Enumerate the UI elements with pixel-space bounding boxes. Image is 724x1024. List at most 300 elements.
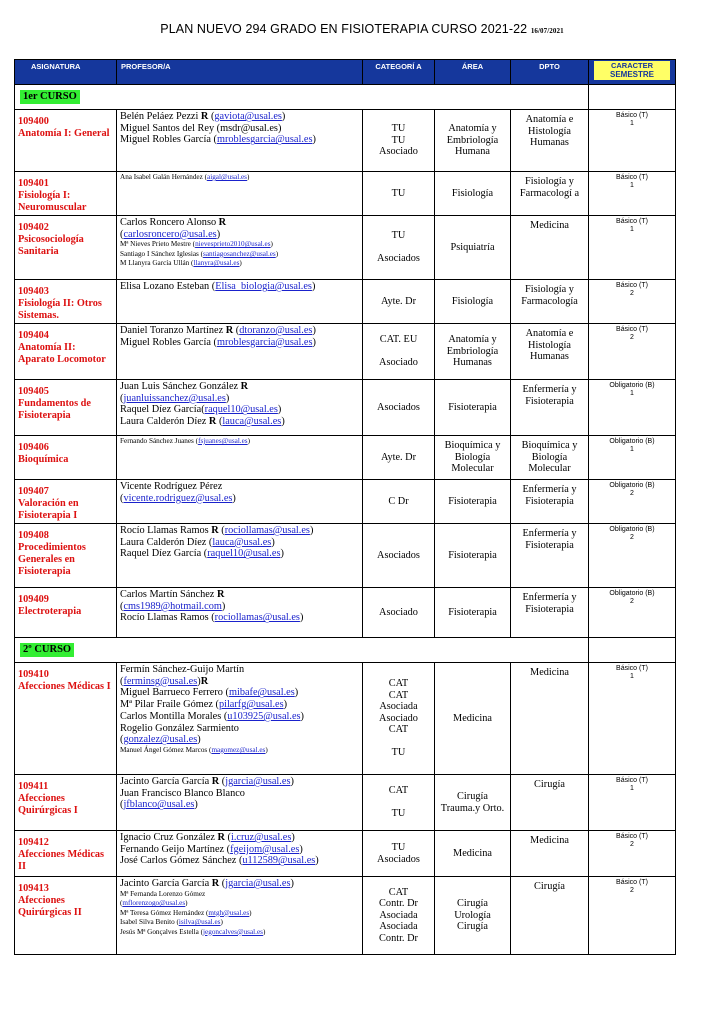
professor-name: Carlos Martín Sánchez	[120, 589, 217, 600]
category-cell	[363, 216, 435, 280]
category-cell	[363, 172, 435, 216]
character-type: Básico (T)	[616, 665, 648, 672]
course-empty-cell	[589, 638, 676, 663]
category-line: TU	[391, 230, 406, 242]
professor-line: Miguel Robles García (mroblesgarcia@usal.es)	[120, 134, 316, 146]
professor-name: Isabel Silva Benito	[120, 918, 177, 927]
professors-cell	[117, 877, 363, 955]
subject-name: Bioquímica	[18, 454, 69, 465]
category-line: Asociado	[379, 146, 418, 158]
category-line: Ayte. Dr	[380, 295, 417, 307]
department-cell: Anatomía e Histología Humanas	[511, 324, 589, 380]
character-type: Obligatorio (B)	[609, 438, 655, 445]
subject-cell	[15, 775, 117, 831]
professor-line: Vicente Rodríguez Pérez (vicente.rodriguez@usal.es)	[120, 481, 236, 504]
character-type: Básico (T)	[616, 282, 648, 289]
table-row	[15, 588, 676, 638]
professor-line: Mª Nieves Prieto Mestre (nievesprieto2010@usal.es)	[120, 240, 273, 249]
professor-name: Miguel Santos del Rey	[120, 122, 217, 134]
subject-code: 109405	[18, 386, 49, 397]
email-link[interactable]: u103925@usal.es	[227, 710, 301, 722]
email-link[interactable]: mibafe@usal.es	[228, 687, 295, 699]
professor-name: Vicente Rodríguez Pérez	[120, 481, 223, 492]
table-row	[15, 216, 676, 280]
category-line: Contr. Dr	[379, 932, 418, 944]
professor-name: Rogelio González Sarmiento	[120, 722, 239, 734]
character-type: Básico (T)	[616, 777, 648, 784]
subject-name: Fisiología I: Neuromuscular	[18, 190, 87, 213]
professor-name: Raquel Díez García	[120, 548, 204, 560]
email-link[interactable]: Elisa_biologia@usal.es	[215, 281, 312, 292]
category-line: CAT	[388, 724, 409, 736]
subject-code: 109408	[18, 530, 49, 541]
course-row-first	[15, 85, 676, 110]
department-cell: Cirugía	[511, 877, 589, 955]
semester-number: 2	[630, 841, 634, 849]
category-line	[366, 736, 431, 748]
professor-name: Mª Nieves Prieto Mestre	[120, 240, 193, 249]
semester-number: 1	[630, 390, 634, 398]
email-link[interactable]: lauca@usal.es	[212, 536, 272, 548]
email-link[interactable]: gaviota@usal.es	[214, 111, 282, 122]
professors-cell	[117, 110, 363, 172]
professor-name: Miguel Robles García	[120, 134, 214, 146]
department-cell: Anatomía e Histología Humanas	[511, 110, 589, 172]
email-link[interactable]: jegoncalves@usal.es	[203, 927, 263, 936]
category-cell	[363, 877, 435, 955]
course-cell	[15, 638, 589, 663]
area-cell: Anatomía y Embriología Humana	[435, 110, 511, 172]
category-line: Asociada	[379, 921, 418, 933]
professors-cell	[117, 280, 363, 324]
professor-name: Daniel Toranzo Martínez	[120, 325, 226, 336]
subject-code: 109400	[18, 116, 49, 127]
responsible-mark: R	[200, 675, 209, 687]
category-line: TU	[391, 134, 406, 146]
character-type: Obligatorio (B)	[609, 590, 655, 597]
category-line: Asociados	[377, 253, 420, 265]
area-cell: Fisiología	[435, 280, 511, 324]
department-cell: Medicina	[511, 831, 589, 877]
category-line	[366, 242, 431, 254]
email-link[interactable]: rociollamas@usal.es	[224, 525, 310, 536]
subject-name: Afecciones Quirúrgicas I	[18, 793, 78, 816]
department-cell: Medicina	[511, 216, 589, 280]
character-cell	[589, 831, 676, 877]
category-cell	[363, 110, 435, 172]
professor-line: Fernando Geijo Martínez (fgeijom@usal.es)	[120, 843, 303, 855]
category-cell	[363, 480, 435, 524]
category-cell	[363, 524, 435, 588]
semester-number: 1	[630, 785, 634, 793]
department-cell: Fisiología y Farmacología	[511, 280, 589, 324]
category-line: Asociados	[377, 549, 420, 561]
professors-cell	[117, 324, 363, 380]
area-cell: Medicina	[435, 831, 511, 877]
email-link[interactable]: dtoranzo@usal.es	[239, 325, 313, 336]
department-cell: Bioquímica y Biología Molecular	[511, 436, 589, 480]
table-body	[15, 85, 676, 955]
table-row	[15, 110, 676, 172]
email-link[interactable]: raquel10@usal.es	[204, 404, 278, 416]
responsible-mark: R	[225, 325, 234, 336]
professor-name: José Carlos Gómez Sánchez	[120, 855, 239, 867]
semester-number: 1	[630, 226, 634, 234]
subject-cell	[15, 436, 117, 480]
character-type: Obligatorio (B)	[609, 526, 655, 533]
subject-cell	[15, 480, 117, 524]
email-link[interactable]: jgarcia@usal.es	[225, 878, 291, 889]
email-link[interactable]: raquel10@usal.es	[207, 548, 281, 560]
email-link[interactable]: aigal@usal.es	[207, 173, 247, 181]
email-link[interactable]: cms1989@hotmail.com	[123, 600, 222, 612]
subject-code: 109413	[18, 883, 49, 894]
department-cell: Enfermería y Fisioterapia	[511, 380, 589, 436]
subject-name: Afecciones Quirúrgicas II	[18, 895, 82, 918]
email-link[interactable]: rociollamas@usal.es	[214, 612, 300, 624]
department-cell: Enfermería y Fisioterapia	[511, 588, 589, 638]
subject-code: 109406	[18, 442, 49, 453]
email-link[interactable]: llanyra@usal.es	[193, 259, 240, 268]
professors-cell	[117, 172, 363, 216]
category-line: Asociado	[379, 712, 418, 724]
semester-number: 2	[630, 598, 634, 606]
character-type: Obligatorio (B)	[609, 382, 655, 389]
header-profesor: PROFESOR/A	[117, 60, 363, 85]
email-link[interactable]: mflorenzogo@usal.es	[122, 899, 186, 908]
professors-cell	[117, 588, 363, 638]
subject-code: 109412	[18, 837, 49, 848]
category-line: CAT	[388, 689, 409, 701]
category-line: TU	[391, 808, 406, 820]
subject-code: 109410	[18, 669, 49, 680]
email-link[interactable]: isilva@usal.es	[178, 918, 221, 927]
email-link[interactable]: magomez@usal.es	[211, 745, 266, 754]
table-row	[15, 877, 676, 955]
semester-number: 2	[630, 334, 634, 342]
department-cell: Medicina	[511, 663, 589, 775]
professor-name: Fernando Sánchez Juanes	[120, 437, 196, 445]
professor-line: Isabel Silva Benito (isilva@usal.es)	[120, 918, 223, 927]
category-line: Ayte. Dr	[380, 451, 417, 463]
professor-line: Fernando Sánchez Juanes (fsjuanes@usal.es)	[120, 437, 251, 445]
department-cell: Enfermería y Fisioterapia	[511, 524, 589, 588]
category-line: Asociado	[379, 357, 418, 369]
subject-cell	[15, 877, 117, 955]
character-cell	[589, 380, 676, 436]
responsible-mark: R	[208, 416, 217, 428]
header-caracter: CARACTER	[594, 61, 670, 70]
subject-name: Fisiología II: Otros Sistemas.	[18, 298, 102, 321]
area-cell: Cirugía Urología Cirugía	[435, 877, 511, 955]
professor-line: José Carlos Gómez Sánchez (u112589@usal.es)	[120, 855, 319, 867]
area-cell: Psiquiatría	[435, 216, 511, 280]
subject-name: Fundamentos de Fisioterapia	[18, 398, 91, 421]
category-cell	[363, 280, 435, 324]
semester-number: 1	[630, 446, 634, 454]
responsible-mark: R	[211, 776, 220, 787]
subjects-table	[14, 59, 676, 955]
email-link[interactable]: fsjuanes@usal.es	[198, 437, 248, 445]
professor-name: M Llanyra García Ullán	[120, 259, 192, 268]
professor-line: Juan Francisco Blanco Blanco (jfblanco@usal.es)	[120, 787, 245, 811]
category-line: Asociada	[379, 701, 418, 713]
professor-line: Ignacio Cruz González R (i.cruz@usal.es)	[120, 832, 295, 843]
character-cell	[589, 216, 676, 280]
email-link[interactable]: i.cruz@usal.es	[230, 832, 292, 843]
email-link[interactable]: fgeijom@usal.es	[230, 843, 300, 855]
email-link[interactable]: pilarfg@usal.es	[218, 699, 284, 711]
header-dpto: DPTO	[511, 60, 589, 85]
subject-code: 109404	[18, 330, 49, 341]
semester-number: 2	[630, 290, 634, 298]
header-row	[15, 60, 676, 85]
category-cell	[363, 436, 435, 480]
professor-name: Juan Luis Sánchez González	[120, 381, 241, 392]
category-cell	[363, 775, 435, 831]
email-link[interactable]: u112589@usal.es	[242, 855, 316, 867]
character-cell	[589, 588, 676, 638]
character-type: Básico (T)	[616, 879, 648, 886]
category-cell	[363, 663, 435, 775]
professor-line: Daniel Toranzo Martínez R (dtoranzo@usal.es)	[120, 325, 316, 336]
department-cell: Enfermería y Fisioterapia	[511, 480, 589, 524]
subject-cell	[15, 588, 117, 638]
character-cell	[589, 280, 676, 324]
category-line: C Dr	[388, 495, 409, 507]
subject-code: 109407	[18, 486, 49, 497]
subject-code: 109411	[18, 781, 49, 792]
document-title	[0, 22, 724, 36]
professor-name: Rocío Llamas Ramos	[120, 525, 212, 536]
professor-line: Rocío Llamas Ramos (rociollamas@usal.es)	[120, 612, 304, 624]
professor-name: Juan Francisco Blanco Blanco	[120, 787, 245, 799]
subject-name: Afecciones Médicas I	[18, 681, 111, 692]
subject-name: Valoración en Fisioterapia I	[18, 498, 79, 521]
table-row	[15, 280, 676, 324]
area-cell: Cirugía Trauma.y Orto.	[435, 775, 511, 831]
professors-cell	[117, 216, 363, 280]
area-cell: Bioquímica y Biología Molecular	[435, 436, 511, 480]
subject-cell	[15, 110, 117, 172]
table-row	[15, 436, 676, 480]
responsible-mark: R	[211, 878, 220, 889]
professor-name: Ana Isabel Galán Hernández	[120, 173, 205, 181]
email-link[interactable]: msdr@usal.es	[220, 122, 278, 134]
category-cell	[363, 831, 435, 877]
area-cell: Fisioterapia	[435, 480, 511, 524]
professor-name: Santiago I Sánchez Iglesias	[120, 249, 201, 258]
professor-name: Rocío Llamas Ramos	[120, 612, 212, 624]
responsible-mark: R	[200, 111, 209, 122]
email-link[interactable]: lauca@usal.es	[222, 416, 282, 428]
area-cell: Medicina	[435, 663, 511, 775]
subject-cell	[15, 524, 117, 588]
professor-name: Laura Calderón Díez	[120, 416, 209, 428]
professor-line: Mª Teresa Gómez Hernández (mtgh@usal.es)	[120, 908, 252, 917]
table-row	[15, 831, 676, 877]
semester-number: 2	[630, 534, 634, 542]
subject-name: Psicosociología Sanitaria	[18, 234, 84, 257]
professor-line: Carlos Montilla Morales (u103925@usal.es)	[120, 710, 304, 722]
subject-cell	[15, 380, 117, 436]
professor-line: Ana Isabel Galán Hernández (aigal@usal.es)	[120, 173, 250, 181]
subject-name: Procedimientos Generales en Fisioterapia	[18, 542, 86, 577]
category-line: Asociados	[377, 853, 420, 865]
email-link[interactable]: mroblesgarcia@usal.es	[216, 336, 313, 348]
table-row	[15, 663, 676, 775]
header-categoria: CATEGORÍ A	[363, 60, 435, 85]
category-line: TU	[391, 187, 406, 199]
title-date: 16/07/2021	[530, 27, 564, 35]
professor-name: Belén Peláez Pezzi	[120, 111, 201, 122]
professor-name: Raquel Díez García	[120, 404, 202, 416]
responsible-mark: R	[217, 832, 225, 843]
professors-cell	[117, 380, 363, 436]
professor-name: Ignacio Cruz González	[120, 832, 218, 843]
subject-name: Anatomía I: General	[18, 128, 110, 139]
professors-cell	[117, 524, 363, 588]
semester-number: 2	[630, 490, 634, 498]
professor-name: Elisa Lozano Esteban	[120, 281, 212, 292]
email-link[interactable]: ferminsg@usal.es	[123, 675, 198, 687]
professors-cell	[117, 775, 363, 831]
category-line: Asociados	[377, 401, 420, 413]
table-row	[15, 380, 676, 436]
character-cell	[589, 324, 676, 380]
professor-line: Rocío Llamas Ramos R (rociollamas@usal.es)	[120, 525, 314, 536]
course-cell	[15, 85, 589, 110]
character-type: Básico (T)	[616, 833, 648, 840]
professor-name: Laura Calderón Díez	[120, 536, 209, 548]
header-asignatura: ASIGNATURA	[15, 60, 117, 85]
professor-line: Jacinto García García R (jgarcia@usal.es)	[120, 878, 294, 889]
email-link[interactable]: carlosroncero@usal.es	[123, 228, 217, 240]
responsible-mark: R	[216, 589, 225, 600]
semester-number: 1	[630, 182, 634, 190]
professor-name: Fermín Sánchez-Guijo Martín	[120, 664, 245, 675]
professor-name: Miguel Barrueco Ferrero	[120, 687, 226, 699]
email-link[interactable]: jfblanco@usal.es	[123, 799, 195, 811]
professor-line: Mª Pilar Fraile Gómez (pilarfg@usal.es)	[120, 699, 288, 711]
course-label: 1er CURSO	[20, 90, 80, 104]
semester-number: 1	[630, 673, 634, 681]
table-row	[15, 324, 676, 380]
category-line: TU	[391, 841, 406, 853]
professor-line: Miguel Robles García (mroblesgarcia@usal.es)	[120, 336, 316, 348]
email-link[interactable]: jgarcia@usal.es	[225, 776, 291, 787]
subject-name: Electroterapia	[18, 606, 82, 617]
category-line	[366, 797, 431, 809]
header-semestre: SEMESTRE	[594, 70, 670, 80]
professor-line: Miguel Barrueco Ferrero (mibafe@usal.es)	[120, 687, 299, 699]
professor-name: Jacinto García García	[120, 878, 212, 889]
character-cell	[589, 172, 676, 216]
professor-line: Laura Calderón Díez R (lauca@usal.es)	[120, 416, 285, 428]
character-type: Básico (T)	[616, 112, 648, 119]
category-cell	[363, 324, 435, 380]
subject-cell	[15, 663, 117, 775]
professor-line: Carlos Martín Sánchez R (cms1989@hotmail.com)	[120, 589, 226, 612]
area-cell: Fisioterapia	[435, 380, 511, 436]
email-link[interactable]: santiagosanchez@usal.es	[203, 249, 276, 258]
responsible-mark: R	[218, 217, 227, 228]
professor-line: Laura Calderón Díez (lauca@usal.es)	[120, 536, 275, 548]
email-link[interactable]: nievesprieto2010@usal.es	[195, 240, 271, 249]
professor-line: Juan Luis Sánchez González R (juanluissanchez@usal.es)	[120, 381, 249, 404]
professor-line: Santiago I Sánchez Iglesias (santiagosanchez@usal.es)	[120, 249, 279, 258]
character-type: Básico (T)	[616, 218, 648, 225]
category-line: CAT	[388, 886, 409, 898]
professor-line: Raquel Díez García (raquel10@usal.es)	[120, 548, 284, 560]
category-line: TU	[391, 747, 406, 759]
subject-name: Anatomía II: Aparato Locomotor	[18, 342, 106, 365]
character-cell	[589, 436, 676, 480]
course-label: 2º CURSO	[20, 643, 74, 657]
professor-line: Manuel Ángel Gómez Marcos (magomez@usal.es)	[120, 745, 268, 754]
professor-name: Jesús Mª Gonçalves Estella	[120, 927, 201, 936]
professor-line: Jacinto García García R (jgarcia@usal.es)	[120, 776, 294, 787]
professor-name: Jacinto García García	[120, 776, 212, 787]
category-cell	[363, 588, 435, 638]
department-cell: Cirugía	[511, 775, 589, 831]
subject-cell	[15, 172, 117, 216]
professor-line: Jesús Mª Gonçalves Estella (jegoncalves@usal.es)	[120, 927, 266, 936]
professor-name: Mª Pilar Fraile Gómez	[120, 699, 216, 711]
email-link[interactable]: juanluissanchez@usal.es	[123, 392, 226, 404]
table-row	[15, 172, 676, 216]
character-cell	[589, 110, 676, 172]
category-line	[366, 346, 431, 358]
character-type: Básico (T)	[616, 326, 648, 333]
category-line: Asociado	[379, 606, 418, 618]
area-cell: Fisioterapia	[435, 588, 511, 638]
professor-name: Mª Fernanda Lorenzo Gómez	[120, 889, 206, 898]
character-cell	[589, 877, 676, 955]
table-row	[15, 524, 676, 588]
character-cell	[589, 524, 676, 588]
course-row-second	[15, 638, 676, 663]
header-caracter-semestre	[589, 60, 676, 85]
subject-cell	[15, 831, 117, 877]
professor-name: Miguel Robles García	[120, 336, 214, 348]
category-line: CAT. EU	[379, 334, 418, 346]
character-cell	[589, 775, 676, 831]
subject-code: 109409	[18, 594, 49, 605]
professor-name: Fernando Geijo Martínez	[120, 843, 227, 855]
table-row	[15, 480, 676, 524]
responsible-mark: R	[240, 381, 249, 392]
email-link[interactable]: mroblesgarcia@usal.es	[216, 134, 313, 146]
email-link[interactable]: mtgh@usal.es	[208, 908, 250, 917]
professor-name: Carlos Montilla Morales	[120, 710, 224, 722]
email-link[interactable]: vicente.rodriguez@usal.es	[123, 492, 233, 504]
course-empty-cell	[589, 85, 676, 110]
subject-cell	[15, 216, 117, 280]
professor-line: Elisa Lozano Esteban (Elisa_biologia@usal.es)	[120, 281, 316, 292]
subject-cell	[15, 324, 117, 380]
character-cell	[589, 480, 676, 524]
email-link[interactable]: gonzalez@usal.es	[123, 734, 198, 746]
category-line: Asociada	[379, 909, 418, 921]
department-cell: Fisiología y Farmacologí a	[511, 172, 589, 216]
table-row	[15, 775, 676, 831]
character-type: Obligatorio (B)	[609, 482, 655, 489]
category-cell	[363, 380, 435, 436]
professor-line: Belén Peláez Pezzi R (gaviota@usal.es)	[120, 111, 286, 122]
professor-line: Miguel Santos del Rey (msdr@usal.es)	[120, 122, 282, 134]
professor-line: Mª Fernanda Lorenzo Gómez (mflorenzogo@usal.es)	[120, 889, 206, 908]
